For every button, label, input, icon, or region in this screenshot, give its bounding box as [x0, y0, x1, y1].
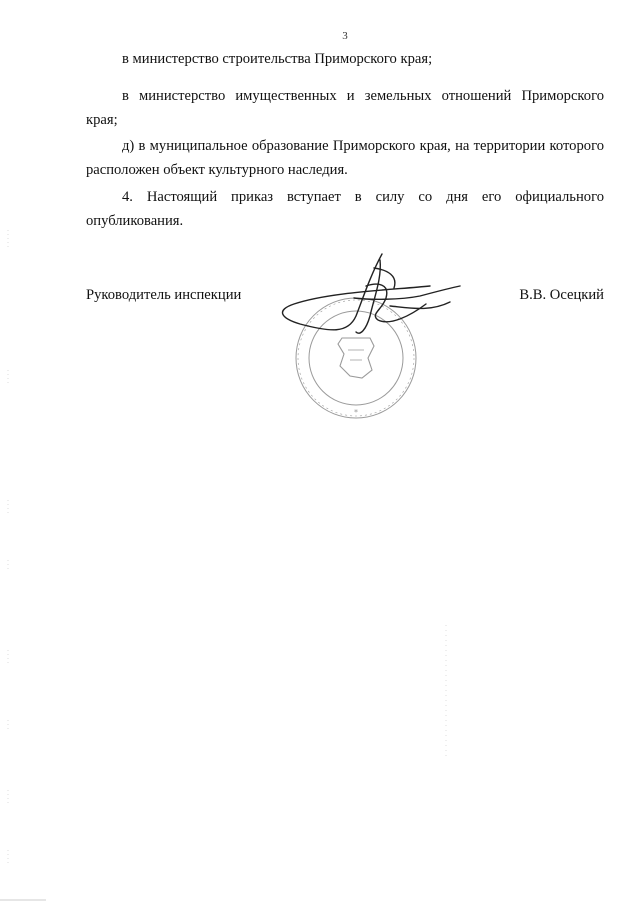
paragraph-text: д) в муниципальное образование Приморского края, на территории которого расположен объект культурного наследия. — [86, 138, 604, 178]
paragraph-property-ministry — [86, 84, 604, 132]
paragraph-text-line2: края; — [86, 112, 118, 128]
paragraph-effective-date — [86, 185, 604, 233]
svg-text:*: * — [354, 408, 358, 417]
paragraph-construction-ministry — [86, 47, 604, 71]
paragraph-text: в министерство строительства Приморского края; — [122, 51, 433, 67]
paragraph-text: 4. Настоящий приказ вступает в силу со дня его официального опубликования. — [86, 189, 604, 229]
paragraph-municipality — [86, 134, 604, 182]
page-number: 3 — [342, 30, 348, 42]
paragraph-text-line1: в министерство имущественных и земельных отношений Приморского — [122, 88, 604, 104]
seal-and-signature — [270, 246, 470, 426]
signer-position: Руководитель инспекции — [86, 287, 242, 303]
signer-name: В.В. Осецкий — [519, 287, 604, 303]
